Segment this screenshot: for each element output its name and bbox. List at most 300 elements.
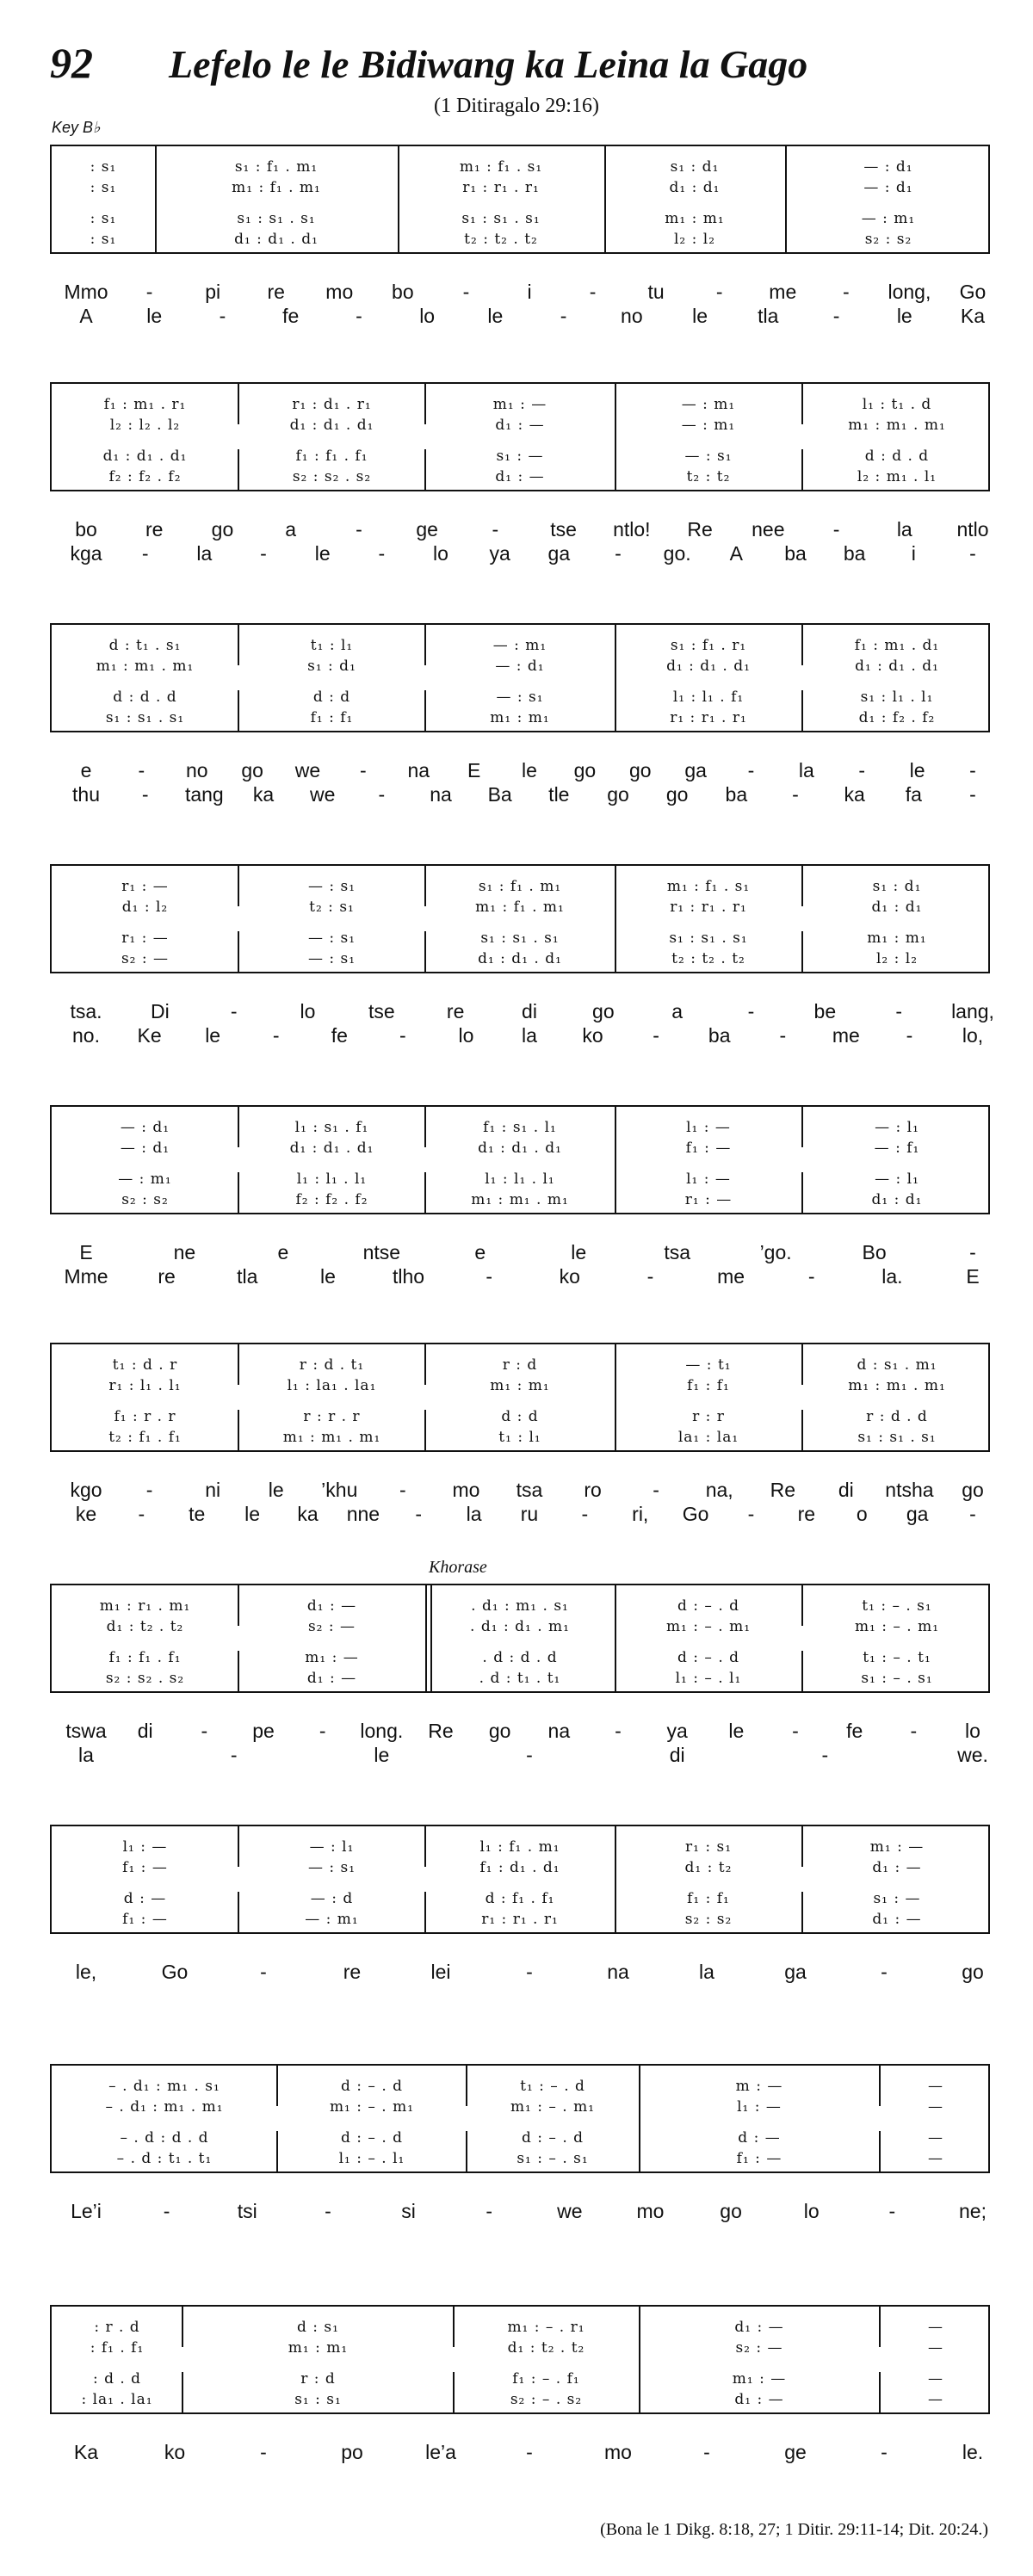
lyric-syllable: ba <box>784 542 807 565</box>
lyric-syllable: - <box>260 1961 267 1983</box>
measure-notes: f₂ : f₂ . f₂ <box>108 468 182 485</box>
lyric-syllable: - <box>145 281 153 303</box>
lyric-syllable: ka <box>252 783 275 806</box>
lyric-syllable: ba <box>843 542 866 565</box>
measure-notes: l₁ : l₁ . l₁ <box>485 1171 555 1188</box>
lyric-syllable: - <box>526 1744 533 1766</box>
lyric-syllable: - <box>715 281 723 303</box>
voice-row-1 <box>52 158 988 177</box>
lyric-syllable: ko <box>559 1265 580 1288</box>
lyric-syllable: ru <box>520 1503 539 1525</box>
lyric-syllable: la <box>522 1024 537 1047</box>
measure-notes: m₁ : m₁ <box>490 709 550 726</box>
measure-notes: r₁ : r₁ . r₁ <box>481 1911 559 1928</box>
measure-notes: d₁ : d₁ . d₁ <box>855 658 939 675</box>
measure-notes: l₁ : — <box>686 1171 731 1188</box>
lyric-syllable: go <box>241 759 263 781</box>
measure-notes: f₁ : f₁ <box>687 1890 730 1907</box>
measure-notes: f₁ : — <box>736 2150 782 2167</box>
lyric-syllable: Go <box>959 281 987 303</box>
lyric-syllable: lo <box>965 1720 980 1742</box>
lyric-line-1 <box>0 1000 1033 1024</box>
lyric-line-1 <box>0 281 1033 305</box>
lyric-line-2 <box>0 305 1033 329</box>
lyric-syllable: fe <box>846 1720 863 1742</box>
measure-notes: l₁ : l₁ . f₁ <box>672 689 745 706</box>
measure-notes: . d : d . d <box>482 1649 558 1666</box>
voice-row-3 <box>52 210 988 229</box>
measure-notes: m₁ : m₁ . m₁ <box>282 1429 381 1446</box>
lyric-syllable: go <box>962 1479 984 1501</box>
voice-row-2 <box>52 658 988 676</box>
lyric-syllable: la <box>798 759 814 781</box>
voice-row-2 <box>52 2339 988 2358</box>
measure-notes: t₂ : t₂ <box>686 468 731 485</box>
lyric-syllable: Bo <box>862 1241 887 1263</box>
lyric-syllable: ntse <box>362 1241 401 1263</box>
lyric-syllable: - <box>858 759 866 781</box>
measure-notes: . d : t₁ . t₁ <box>479 1670 561 1687</box>
voice-row-4 <box>52 950 988 969</box>
lyric-syllable: thu <box>72 783 100 806</box>
lyric-syllable: na <box>430 783 452 806</box>
lyric-syllable: - <box>779 1024 787 1047</box>
measure-notes: d : s₁ . m₁ <box>857 1356 937 1374</box>
measure-notes: s₁ : s₁ . s₁ <box>461 210 541 227</box>
measure-notes: d₁ : — <box>306 1597 357 1615</box>
measure-notes: m₁ : – . r₁ <box>507 2319 585 2336</box>
lyric-syllable: ka <box>297 1503 319 1525</box>
lyric-syllable: tu <box>647 281 665 303</box>
measure-notes: d₁ : d₁ . d₁ <box>102 448 188 465</box>
lyric-syllable: - <box>821 1744 829 1766</box>
staff-system-10 <box>50 2305 990 2414</box>
measure-notes: l₂ : m₁ . l₁ <box>857 468 937 485</box>
lyric-syllable: me <box>769 281 797 303</box>
voice-row-2 <box>52 1377 988 1396</box>
voice-row-1 <box>52 1838 988 1857</box>
measure-notes: t₂ : f₁ . f₁ <box>108 1429 182 1446</box>
measure-notes: d : – . d <box>340 2129 404 2147</box>
lyric-syllable: lo, <box>962 1024 984 1047</box>
lyric-syllable: - <box>219 305 226 327</box>
lyric-syllable: lo <box>803 2200 820 2222</box>
lyric-syllable: lang, <box>951 1000 994 1022</box>
voice-row-3 <box>52 2370 988 2389</box>
lyric-syllable: A <box>729 542 743 565</box>
staff-system-5 <box>50 1105 990 1214</box>
lyric-syllable: - <box>969 1503 976 1525</box>
measure-notes: l₁ : – . l₁ <box>675 1670 742 1687</box>
measure-notes: s₁ : – . s₁ <box>516 2150 589 2167</box>
staff-system-8 <box>50 1825 990 1934</box>
measure-notes: d : – . d <box>677 1649 740 1666</box>
measure-notes: — : d₁ <box>863 179 913 196</box>
measure-notes: m₁ : m₁ . m₁ <box>848 1377 946 1394</box>
lyric-syllable: - <box>581 1503 589 1525</box>
lyric-syllable: fa <box>905 783 922 806</box>
measure-notes: d : d . d <box>113 689 177 706</box>
measure-notes: m₁ : – . m₁ <box>665 1618 752 1635</box>
measure-notes: s₁ : s₁ . s₁ <box>105 709 185 726</box>
lyric-syllable: - <box>141 542 149 565</box>
lyric-syllable: ko <box>164 2441 186 2463</box>
measure-notes: — : m₁ <box>118 1171 172 1188</box>
lyric-syllable: tla <box>758 305 779 327</box>
lyric-syllable: ’khu <box>321 1479 358 1501</box>
lyric-syllable: - <box>399 1479 406 1501</box>
staff-system-4 <box>50 864 990 973</box>
measure-notes: r : d . d <box>866 1408 928 1425</box>
measure-notes: s₂ : s₂ . s₂ <box>105 1670 185 1687</box>
lyric-syllable: Re <box>428 1720 454 1742</box>
measure-notes: m₁ : m₁ <box>288 2339 349 2357</box>
measure-notes: d : — <box>123 1890 167 1907</box>
lyric-syllable: - <box>138 1503 145 1525</box>
measure-notes: f₁ : r . r <box>114 1408 176 1425</box>
lyric-syllable: ga <box>784 1961 807 1983</box>
measure-notes: r₁ : l₁ . l₁ <box>108 1377 182 1394</box>
voice-row-3 <box>52 1890 988 1909</box>
lyric-syllable: - <box>792 783 799 806</box>
measure-notes: r₁ : d₁ . r₁ <box>292 396 372 413</box>
measure-notes: m : — <box>735 2078 783 2095</box>
voice-row-1 <box>52 1119 988 1138</box>
measure-notes: m₁ : m₁ . m₁ <box>96 658 195 675</box>
lyric-syllable: e <box>277 1241 289 1263</box>
lyric-syllable: tle <box>548 783 570 806</box>
lyric-line-1 <box>0 1241 1033 1265</box>
measure-notes: d : – . d <box>677 1597 740 1615</box>
lyric-syllable: me <box>717 1265 745 1288</box>
measure-notes: d : t₁ . s₁ <box>108 637 182 654</box>
lyric-syllable: go <box>573 759 597 781</box>
voice-row-1 <box>52 2078 988 2097</box>
lyric-syllable: ya <box>489 542 510 565</box>
measure-notes: — <box>928 2319 943 2336</box>
voice-row-4 <box>52 709 988 728</box>
lyric-syllable: po <box>341 2441 363 2463</box>
lyric-syllable: - <box>230 1000 238 1022</box>
lyric-line-2 <box>0 1744 1033 1768</box>
measure-notes: : s₁ <box>90 158 117 176</box>
measure-notes: — : d₁ <box>863 158 913 176</box>
lyric-syllable: - <box>260 2441 267 2463</box>
lyric-syllable: E <box>966 1265 980 1288</box>
lyric-syllable: - <box>486 1265 493 1288</box>
measure-notes: d₁ : f₂ . f₂ <box>858 709 936 726</box>
measure-notes: — : d₁ <box>495 658 545 675</box>
lyric-syllable: go <box>720 2200 742 2222</box>
lyric-syllable: tsi <box>237 2200 257 2222</box>
measure-notes: s₁ : s₁ <box>294 2391 342 2408</box>
lyric-syllable: no <box>621 305 643 327</box>
measure-notes: d₁ : d₁ . d₁ <box>289 1140 374 1157</box>
measure-notes: r : r <box>692 1408 725 1425</box>
lyric-syllable: lo <box>419 305 436 327</box>
measure-notes: m₁ : — <box>492 396 547 413</box>
measure-notes: . d₁ : d₁ . m₁ <box>470 1618 570 1635</box>
lyric-syllable: - <box>399 1024 406 1047</box>
measure-notes: — : d <box>310 1890 354 1907</box>
voice-row-3 <box>52 930 988 948</box>
lyric-syllable: ga <box>906 1503 929 1525</box>
lyric-syllable: me <box>832 1024 860 1047</box>
measure-notes: : d . d <box>92 2370 142 2388</box>
lyric-syllable: le. <box>962 2441 984 2463</box>
lyric-syllable: i <box>911 542 916 565</box>
voice-row-4 <box>52 1429 988 1448</box>
lyric-syllable: le <box>571 1241 587 1263</box>
measure-notes: r : d <box>300 2370 336 2388</box>
lyric-syllable: nee <box>752 518 785 541</box>
voice-row-2 <box>52 2098 988 2117</box>
lyric-syllable: ne; <box>959 2200 987 2222</box>
measure-notes: f₁ : — <box>122 1859 168 1876</box>
lyric-syllable: di <box>669 1744 685 1766</box>
measure-notes: m₁ : – . m₁ <box>329 2098 415 2116</box>
lyric-syllable: lei <box>430 1961 451 1983</box>
measure-notes: r : d . t₁ <box>299 1356 365 1374</box>
lyric-syllable: ntsha <box>885 1479 934 1501</box>
lyric-syllable: Re <box>687 518 713 541</box>
measure-notes: f₁ : f₁ <box>310 709 354 726</box>
lyric-syllable: e <box>80 759 92 781</box>
lyric-syllable: - <box>807 1265 815 1288</box>
measure-notes: d₁ : — <box>734 2319 784 2336</box>
lyric-syllable: Ba <box>487 783 512 806</box>
measure-notes: m₁ : – . m₁ <box>510 2098 596 2116</box>
measure-notes: — : m₁ <box>681 417 736 434</box>
lyric-syllable: - <box>378 783 386 806</box>
lyric-syllable: - <box>615 1720 622 1742</box>
measure-notes: d₁ : — <box>734 2391 784 2408</box>
lyric-syllable: di <box>137 1720 153 1742</box>
lyric-syllable: ko <box>582 1024 603 1047</box>
measure-notes: m₁ : f₁ . m₁ <box>232 179 321 196</box>
lyric-syllable: mo <box>636 2200 665 2222</box>
staff-system-2 <box>50 382 990 491</box>
measure-notes: t₂ : t₂ . t₂ <box>671 950 745 967</box>
key-signature: Key B♭ <box>52 119 101 136</box>
scripture-reference: (1 Ditiragalo 29:16) <box>434 95 599 117</box>
measure-notes: t₁ : – . d <box>520 2078 585 2095</box>
measure-notes: t₁ : l₁ <box>310 637 354 654</box>
lyric-syllable: le <box>522 759 537 781</box>
measure-notes: — : l₁ <box>309 1838 355 1856</box>
measure-notes: r₁ : r₁ . r₁ <box>670 709 747 726</box>
lyric-syllable: ne <box>173 1241 196 1263</box>
measure-notes: — <box>928 2339 943 2357</box>
measure-notes: r₁ : s₁ <box>684 1838 733 1856</box>
lyric-syllable: Mmo <box>64 281 108 303</box>
measure-notes: d₁ : — <box>872 1859 922 1876</box>
measure-notes: s₁ : — <box>496 448 544 465</box>
measure-notes: s₁ : f₁ . r₁ <box>670 637 747 654</box>
measure-notes: : s₁ <box>90 210 117 227</box>
lyric-syllable: le <box>374 1744 390 1766</box>
lyric-syllable: - <box>747 1000 755 1022</box>
measure-notes: f₁ : f₁ . f₁ <box>295 448 368 465</box>
measure-notes: l₁ : t₁ . d <box>862 396 932 413</box>
lyric-syllable: fe <box>282 305 300 327</box>
measure-notes: f₁ : — <box>685 1140 732 1157</box>
lyric-syllable: ’go. <box>759 1241 792 1263</box>
voice-row-3 <box>52 689 988 707</box>
voice-row-4 <box>52 231 988 250</box>
lyric-syllable: re <box>158 1265 176 1288</box>
lyric-syllable: - <box>201 1720 208 1742</box>
measure-notes: d₁ : d₁ <box>669 179 721 196</box>
measure-notes: — : s₁ <box>684 448 733 465</box>
lyric-syllable: o <box>856 1503 868 1525</box>
lyric-syllable: ke <box>75 1503 97 1525</box>
lyric-syllable: - <box>906 1024 913 1047</box>
measure-notes: — <box>928 2098 943 2116</box>
lyric-syllable: le <box>268 1479 284 1501</box>
voice-row-2 <box>52 899 988 917</box>
lyric-syllable: ge <box>416 518 438 541</box>
lyric-syllable: - <box>969 759 976 781</box>
measure-notes: d₁ : d₁ . d₁ <box>478 950 562 967</box>
measure-notes: s₁ : l₁ . l₁ <box>860 689 934 706</box>
measure-notes: d₁ : — <box>872 1911 922 1928</box>
measure-notes: l₁ : la₁ . la₁ <box>287 1377 377 1394</box>
lyric-syllable: - <box>325 2200 331 2222</box>
lyric-syllable: - <box>653 1479 659 1501</box>
measure-notes: d : f₁ . f₁ <box>485 1890 555 1907</box>
measure-notes: d : d <box>312 689 351 706</box>
voice-row-1 <box>52 1356 988 1375</box>
voice-row-1 <box>52 2319 988 2338</box>
lyric-syllable: go <box>592 1000 615 1022</box>
chorus-label: Khorase <box>429 1558 487 1577</box>
measure-notes: – . d : t₁ . t₁ <box>116 2150 213 2167</box>
voice-row-1 <box>52 396 988 415</box>
lyric-syllable: tse <box>550 518 577 541</box>
measure-notes: — : m₁ <box>492 637 547 654</box>
lyric-syllable: - <box>832 305 840 327</box>
lyric-syllable: tang <box>184 783 224 806</box>
measure-notes: l₂ : l₂ <box>673 231 716 248</box>
voice-row-1 <box>52 878 988 897</box>
measure-notes: – . d₁ : m₁ . s₁ <box>108 2078 220 2095</box>
lyric-syllable: - <box>747 759 755 781</box>
lyric-syllable: be <box>813 1000 837 1022</box>
hymn-number: 92 <box>50 39 93 87</box>
lyric-line-1 <box>0 759 1033 783</box>
hymn-title: Lefelo le le Bidiwang ka Leina la Gago <box>169 42 808 86</box>
measure-notes: d : d . d <box>864 448 930 465</box>
lyric-syllable: tswa <box>65 1720 107 1742</box>
lyric-syllable: go <box>665 783 689 806</box>
measure-notes: s₁ : — <box>873 1890 921 1907</box>
measure-notes: t₂ : s₁ <box>309 899 355 916</box>
measure-notes: m₁ : m₁ <box>665 210 725 227</box>
measure-notes: — : l₁ <box>875 1119 919 1136</box>
measure-notes: — <box>928 2370 943 2388</box>
lyric-syllable: - <box>138 759 145 781</box>
lyric-syllable: le <box>896 305 912 327</box>
measure-notes: l₂ : l₂ . l₂ <box>109 417 181 434</box>
lyric-syllable: bo <box>75 518 97 541</box>
measure-notes: r₁ : r₁ . r₁ <box>670 899 747 916</box>
measure-notes: f₁ : f₁ . f₁ <box>108 1649 182 1666</box>
measure-notes: m₁ : — <box>869 1838 925 1856</box>
measure-notes: m₁ : m₁ . m₁ <box>471 1191 569 1208</box>
voice-row-2 <box>52 179 988 198</box>
lyric-syllable: tsa <box>516 1479 543 1501</box>
lyric-syllable: ri, <box>632 1503 649 1525</box>
measure-notes: s₁ : s₁ . s₁ <box>669 930 748 947</box>
staff-system-6 <box>50 1343 990 1452</box>
lyric-line-2 <box>0 783 1033 807</box>
measure-notes: — : d₁ <box>120 1140 170 1157</box>
lyric-syllable: a <box>671 1000 684 1022</box>
lyric-syllable: no <box>185 759 208 781</box>
measure-notes: d₁ : t₂ . t₂ <box>507 2339 585 2357</box>
lyric-syllable: - <box>260 542 267 565</box>
measure-notes: f₂ : f₂ . f₂ <box>295 1191 368 1208</box>
lyric-line-1 <box>0 1479 1033 1503</box>
measure-notes: – . d₁ : m₁ . m₁ <box>105 2098 224 2116</box>
lyric-syllable: na, <box>705 1479 733 1501</box>
lyric-syllable: - <box>910 1720 918 1742</box>
measure-notes: m₁ : — <box>732 2370 787 2388</box>
lyric-syllable: te <box>189 1503 206 1525</box>
lyric-syllable: le <box>487 305 504 327</box>
lyric-syllable: ga <box>547 542 571 565</box>
lyric-syllable: na <box>407 759 430 781</box>
lyric-syllable: go <box>962 1961 984 1983</box>
lyric-syllable: le <box>146 305 163 327</box>
lyric-syllable: ba <box>708 1024 731 1047</box>
measure-notes: s₁ : d₁ <box>307 658 356 675</box>
measure-notes: t₁ : – . t₁ <box>863 1649 931 1666</box>
lyric-syllable: le, <box>75 1961 97 1983</box>
measure-notes: f₁ : – . f₁ <box>512 2370 580 2388</box>
voice-row-3 <box>52 1649 988 1668</box>
voice-row-2 <box>52 1140 988 1158</box>
measure-notes: — : s₁ <box>307 878 356 895</box>
voice-row-2 <box>52 1859 988 1878</box>
lyric-syllable: le <box>319 1265 336 1288</box>
lyric-syllable: ntlo <box>956 518 989 541</box>
measure-notes: s₁ : f₁ . m₁ <box>478 878 562 895</box>
measure-notes: r₁ : — <box>684 1191 733 1208</box>
lyric-syllable: - <box>492 518 499 541</box>
lyric-syllable: - <box>969 542 976 565</box>
measure-notes: — : m₁ <box>305 1911 359 1928</box>
lyric-syllable: Go <box>161 1961 189 1983</box>
measure-notes: m₁ : f₁ . s₁ <box>459 158 543 176</box>
lyric-syllable: - <box>747 1503 755 1525</box>
measure-notes: f₁ : m₁ . r₁ <box>103 396 187 413</box>
measure-notes: d₁ : d₁ . d₁ <box>289 417 374 434</box>
lyric-syllable: - <box>881 2441 888 2463</box>
lyric-syllable: E <box>79 1241 93 1263</box>
lyric-syllable: ntlo! <box>613 518 651 541</box>
measure-notes: – . d : d . d <box>120 2129 209 2147</box>
lyric-syllable: le <box>909 759 925 781</box>
measure-notes: d₁ : d₁ <box>871 1191 923 1208</box>
lyric-syllable: - <box>888 2200 896 2222</box>
lyric-syllable: Re <box>770 1479 795 1501</box>
lyric-syllable: a <box>285 518 297 541</box>
lyric-syllable: le <box>205 1024 221 1047</box>
lyric-line-1 <box>0 518 1033 542</box>
measure-notes: l₁ : — <box>686 1119 731 1136</box>
